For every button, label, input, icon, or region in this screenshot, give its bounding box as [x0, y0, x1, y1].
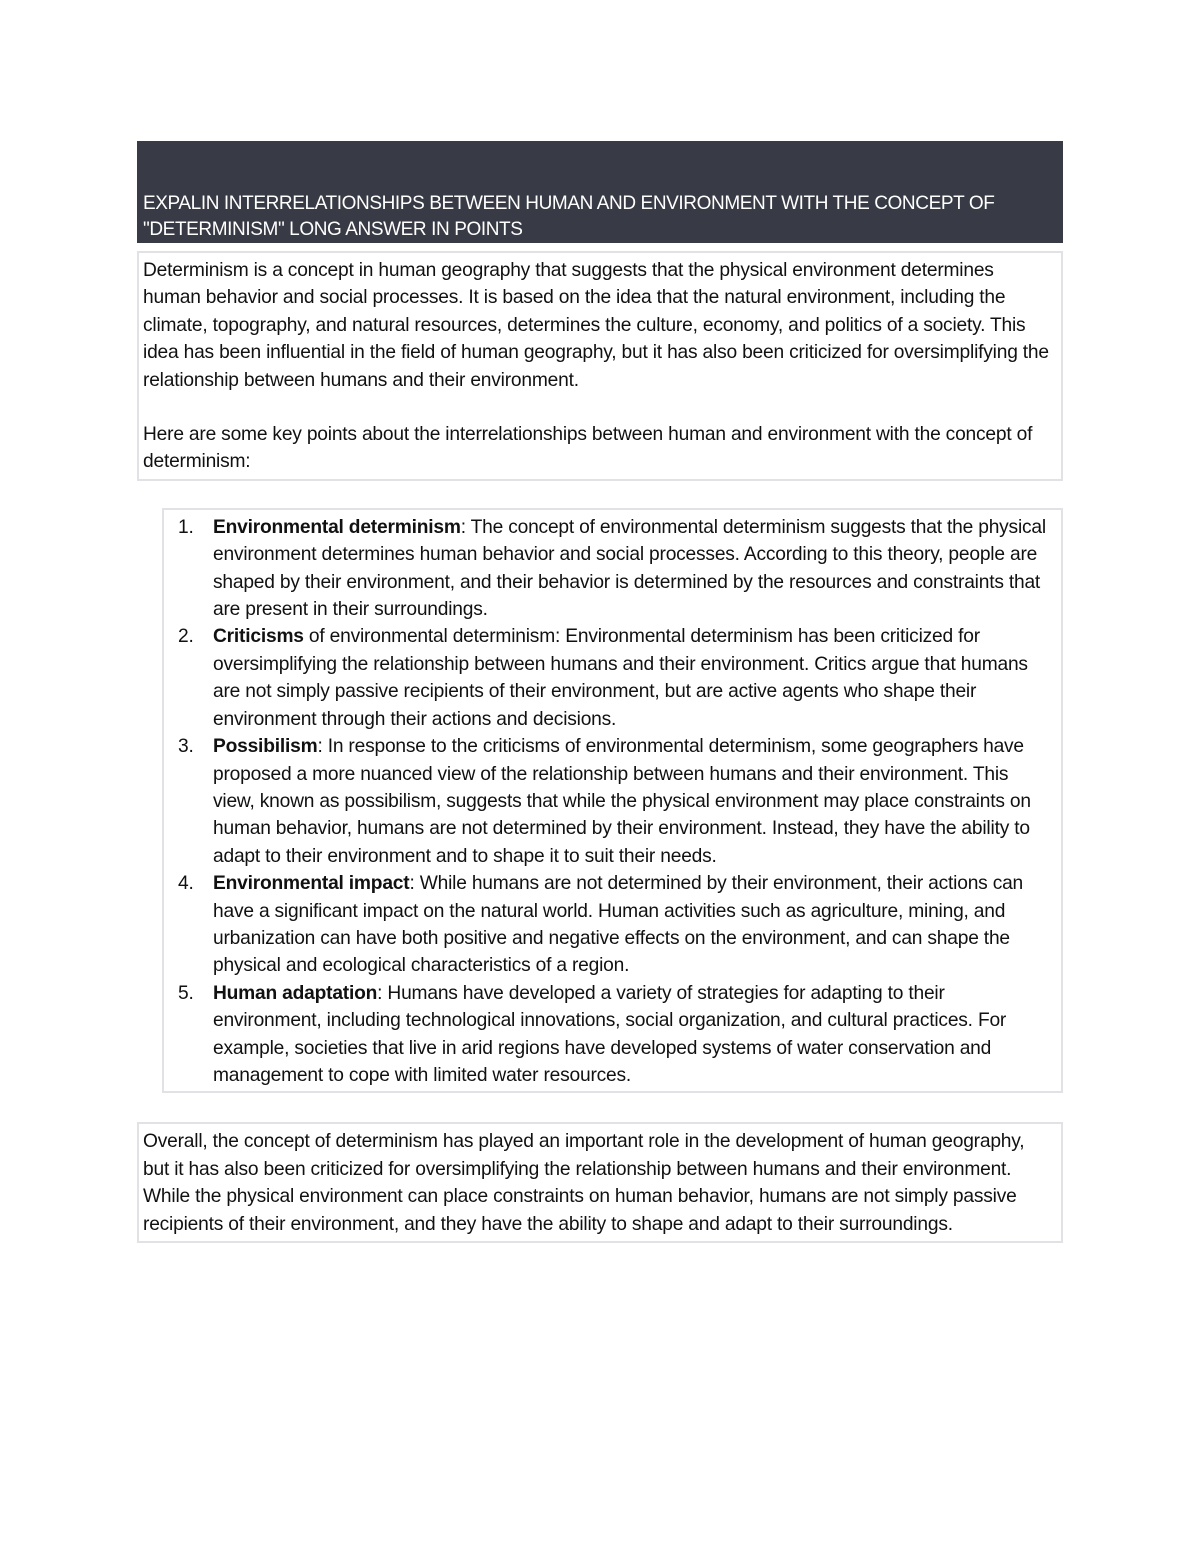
intro-paragraph: Determinism is a concept in human geography that suggests that the physical environment determines human behavior and social processes. It is based on the idea that the natural environment, including the climate, topography, and natural resources, determines the culture, economy, and politics of a society. This idea has been influential in the field of human geography, but it has also been criticized for oversimplifying the relationship between humans and their environment. [143, 260, 1049, 391]
key-point-item [174, 980, 1055, 1090]
point-text: : Humans have developed a variety of strategies for adapting to their environment, including technological innovations, social organization, and cultural practices. For example, societies that live in arid regions have developed systems of water conservation and management to cope with limited water resources. [213, 982, 1007, 1086]
conclusion-paragraph: Overall, the concept of determinism has played an important role in the development of human geography, but it has also been criticized for oversimplifying the relationship between humans and their environment. While the physical environment can place constraints on human behavior, humans are not simply passive recipients of their environment, and they have the ability to shape and adapt to their surroundings. [143, 1131, 1025, 1235]
key-point-item [174, 733, 1055, 870]
point-term: Environmental determinism [213, 516, 461, 538]
conclusion-section [137, 1122, 1063, 1243]
document-page [137, 141, 1063, 1243]
point-number: 5. [178, 982, 194, 1004]
point-term: Human adaptation [213, 982, 378, 1004]
key-points-list [174, 514, 1055, 1090]
point-text: : While humans are not determined by their environment, their actions can have a significant impact on the natural world. Human activities such as agriculture, mining, and urbanization can have both positive and negative effects on the environment, and can shape the physical and ecological characteristics of a region. [213, 873, 1024, 977]
point-number: 4. [178, 873, 194, 895]
point-number: 3. [178, 736, 194, 758]
key-point-item [174, 514, 1055, 624]
key-point-item [174, 623, 1055, 733]
point-text: of environmental determinism: Environmental determinism has been criticized for oversimplifying the relationship between humans and their environment. Critics argue that humans are not simply passive recipients of their environment, but are active agents who shape their environment through their actions and decisions. [213, 626, 1028, 730]
point-term: Criticisms [213, 626, 304, 648]
intro-lead-in: Here are some key points about the interrelationships between human and environment with the concept of determinism: [143, 424, 1033, 473]
key-point-item [174, 870, 1055, 980]
point-text: : The concept of environmental determinism suggests that the physical environment determines human behavior and social processes. According to this theory, people are shaped by their environment, and their behavior is determined by the resources and constraints that are present in their surroundings. [213, 516, 1046, 621]
question-text: EXPALIN INTERRELATIONSHIPS BETWEEN HUMAN AND ENVIRONMENT WITH THE CONCEPT OF "DETERMINISM" LONG ANSWER IN POINTS [143, 193, 995, 240]
intro-section [137, 251, 1063, 481]
key-points-section [162, 508, 1063, 1094]
point-number: 1. [178, 516, 194, 538]
point-term: Environmental impact [213, 873, 410, 895]
point-term: Possibilism [213, 736, 318, 758]
question-banner [137, 141, 1063, 243]
point-text: : In response to the criticisms of environmental determinism, some geographers have proposed a more nuanced view of the relationship between humans and their environment. This view, known as possibilism, suggests that while the physical environment may place constraints on human behavior, humans are not determined by their environment. Instead, they have the ability to adapt to their environment and to shape it to suit their needs. [213, 736, 1031, 867]
point-number: 2. [178, 626, 194, 648]
